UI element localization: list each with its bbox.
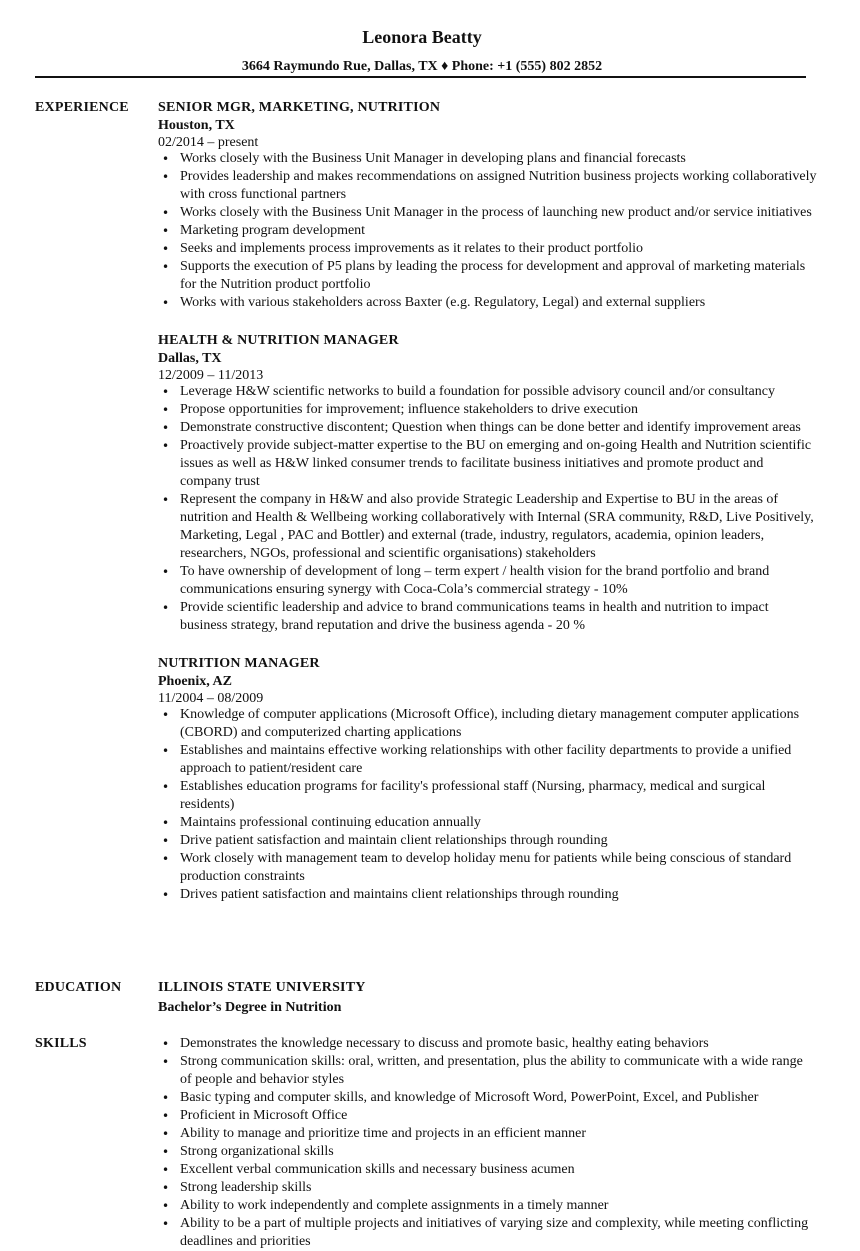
education-heading: EDUCATION <box>35 980 122 995</box>
job-title: SENIOR MGR, MARKETING, NUTRITION <box>158 100 441 115</box>
education-body <box>158 979 818 1019</box>
job-entry <box>158 99 818 312</box>
job-dates: 02/2014 – present <box>158 135 259 150</box>
skills-bullet-list <box>158 1035 818 1251</box>
experience-body <box>158 99 818 924</box>
skill-item: • Basic typing and computer skills, and knowledge of Microsoft Word, PowerPoint, Excel, and Publisher <box>158 1089 818 1107</box>
job-bullet: • Maintains professional continuing education annually <box>158 814 818 832</box>
job-bullet: • Works closely with the Business Unit Manager in developing plans and financial forecasts <box>158 150 818 168</box>
job-bullet: • Marketing program development <box>158 222 818 240</box>
job-title: NUTRITION MANAGER <box>158 656 320 671</box>
job-location: Dallas, TX <box>158 351 222 366</box>
job-dates: 11/2004 – 08/2009 <box>158 691 264 706</box>
job-bullet: • Establishes education programs for facility's professional staff (Nursing, pharmacy, medical and surgical residents) <box>158 778 818 814</box>
job-dates: 12/2009 – 11/2013 <box>158 368 264 383</box>
job-location: Houston, TX <box>158 118 235 133</box>
skill-item: • Proficient in Microsoft Office <box>158 1107 818 1125</box>
job-bullet: • Supports the execution of P5 plans by leading the process for development and approval of marketing materials for the Nutrition product portfolio <box>158 258 818 294</box>
job-bullet: • Provide scientific leadership and advice to brand communications teams in health and nutrition to impact business strategy, brand reputation and drive the business agenda - 20 % <box>158 599 818 635</box>
job-entry <box>158 655 818 904</box>
job-bullet: • Works closely with the Business Unit Manager in the process of launching new product and/or service initiatives <box>158 204 818 222</box>
job-bullet: • Knowledge of computer applications (Microsoft Office), including dietary management computer applications (CBORD) and computerized charting applications <box>158 706 818 742</box>
job-bullet: • Represent the company in H&W and also provide Strategic Leadership and Expertise to BU in the areas of nutrition and Health & Wellbeing working collaboratively with Internal (SRA community, R&D, Live Positively, Marketing, Legal , PAC and Bottler) and external (trade, industry, regulators, academia, opinion leaders, researchers, NGOs, professional and scientific organisations) stakeholders <box>158 491 818 563</box>
job-bullet-list <box>158 383 818 635</box>
job-bullet: • Demonstrate constructive discontent; Question when things can be done better and identify improvement areas <box>158 419 818 437</box>
job-bullet-list <box>158 706 818 904</box>
job-title: HEALTH & NUTRITION MANAGER <box>158 333 399 348</box>
skill-item: • Strong leadership skills <box>158 1179 818 1197</box>
job-bullet: • Drives patient satisfaction and maintains client relationships through rounding <box>158 886 818 904</box>
job-bullet: • Drive patient satisfaction and maintain client relationships through rounding <box>158 832 818 850</box>
contact-line: 3664 Raymundo Rue, Dallas, TX ♦ Phone: +1 (555) 802 2852 <box>241 59 603 74</box>
job-bullet-list <box>158 150 818 312</box>
experience-heading: EXPERIENCE <box>35 100 129 115</box>
header-divider <box>35 76 806 78</box>
skill-item: • Ability to manage and prioritize time and projects in an efficient manner <box>158 1125 818 1143</box>
skills-body <box>158 1035 818 1251</box>
job-location: Phoenix, AZ <box>158 674 232 689</box>
job-bullet: • Propose opportunities for improvement; influence stakeholders to drive execution <box>158 401 818 419</box>
job-bullet: • Work closely with management team to develop holiday menu for patients while being conscious of standard production constraints <box>158 850 818 886</box>
skill-item: • Strong organizational skills <box>158 1143 818 1161</box>
job-bullet: • Leverage H&W scientific networks to build a foundation for possible advisory council and/or consultancy <box>158 383 818 401</box>
skill-item: • Ability to be a part of multiple projects and initiatives of varying size and complexity, while meeting conflicting deadlines and priorities <box>158 1215 818 1251</box>
skill-item: • Strong communication skills: oral, written, and presentation, plus the ability to communicate with a wide range of people and behavior styles <box>158 1053 818 1089</box>
candidate-name: Leonora Beatty <box>362 27 482 47</box>
job-bullet: • Seeks and implements process improvements as it relates to their product portfolio <box>158 240 818 258</box>
job-bullet: • Proactively provide subject-matter expertise to the BU on emerging and on-going Health and Nutrition scientific issues as well as H&W linked consumer trends to facilitate business initiatives and promote product and company trust <box>158 437 818 491</box>
job-bullet: • To have ownership of development of long – term expert / health vision for the brand portfolio and brand communications ensuring synergy with Coca-Cola’s commercial strategy - 10% <box>158 563 818 599</box>
job-entry <box>158 332 818 635</box>
skill-item: • Ability to work independently and complete assignments in a timely manner <box>158 1197 818 1215</box>
degree: Bachelor’s Degree in Nutrition <box>158 1000 342 1015</box>
school-name: ILLINOIS STATE UNIVERSITY <box>158 980 366 995</box>
skill-item: • Excellent verbal communication skills and necessary business acumen <box>158 1161 818 1179</box>
skills-heading: SKILLS <box>35 1036 87 1051</box>
job-bullet: • Provides leadership and makes recommendations on assigned Nutrition business projects working collaboratively with cross functional partners <box>158 168 818 204</box>
skill-item: • Demonstrates the knowledge necessary to discuss and promote basic, healthy eating behaviors <box>158 1035 818 1053</box>
job-bullet: • Works with various stakeholders across Baxter (e.g. Regulatory, Legal) and external suppliers <box>158 294 818 312</box>
job-bullet: • Establishes and maintains effective working relationships with other facility departments to provide a unified approach to patient/resident care <box>158 742 818 778</box>
